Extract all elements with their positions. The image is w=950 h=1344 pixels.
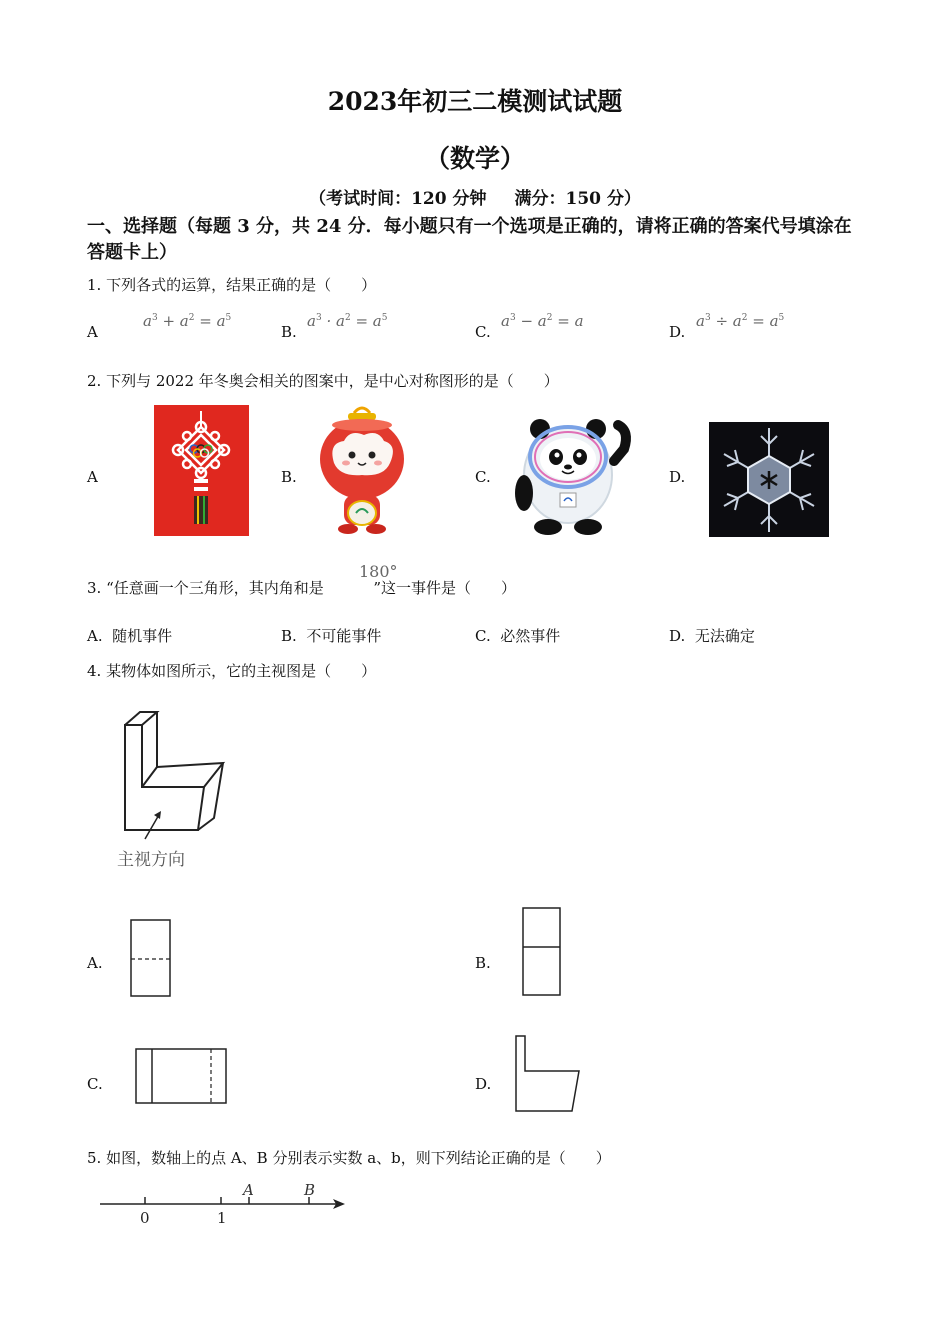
snowflake-image — [709, 422, 829, 537]
number-line-figure — [95, 1175, 355, 1230]
q3-option-b: B. 不可能事件 — [281, 627, 382, 645]
q4-option-a-label: A. — [87, 954, 103, 972]
section-heading: 一、选择题（每题 3 分，共 24 分．每小题只有一个选项是正确的，请将正确的答案代号填涂在答题卡上） — [87, 216, 852, 263]
q1-option-c-expr: $a^3 - a^2 = a$ — [501, 312, 584, 330]
q1-option-b-expr: $a^3 \cdot a^2 = a^5$ — [307, 312, 388, 330]
view-direction-label: 主视方向 — [117, 850, 185, 870]
question-3-stem — [87, 577, 516, 598]
question-5-stem: 5. 如图，数轴上的点 A、B 分别表示实数 a、b，则下列结论正确的是（ ） — [87, 1149, 611, 1167]
exam-info — [0, 184, 950, 209]
q3-option-d: D. 无法确定 — [669, 627, 755, 645]
exam-time: （考试时间：120 分钟 — [309, 189, 487, 209]
subject-title: （数学） — [424, 144, 525, 173]
solid-object-figure — [110, 705, 235, 845]
full-score: 满分：150 分） — [514, 189, 641, 209]
q4-option-d-label: D. — [475, 1075, 492, 1093]
q3-option-a: A. 随机事件 — [87, 627, 173, 645]
q1-option-d-expr: $a^3 \div a^2 = a^5$ — [696, 312, 785, 330]
q1-option-a-label: A — [87, 323, 98, 341]
q2-option-c-label: C. — [475, 468, 491, 486]
tick-label-0: 0 — [140, 1209, 150, 1227]
q3-stem-post: ”这一事件是（ ） — [373, 579, 516, 597]
q2-option-b-label: B. — [281, 468, 297, 486]
question-1-stem: 1. 下列各式的运算，结果正确的是（ ） — [87, 276, 377, 294]
panda-mascot-image — [510, 415, 634, 537]
point-b-label: B — [304, 1181, 316, 1199]
q2-option-d-label: D. — [669, 468, 686, 486]
q3-option-c: C. 必然事件 — [475, 627, 561, 645]
lantern-mascot-image — [318, 403, 406, 535]
exam-title: 2023年初三二模测试试题 — [327, 87, 623, 116]
q4-option-b-figure — [522, 907, 562, 997]
q3-stem-pre: 3. “任意画一个三角形，其内角和是 — [87, 579, 324, 597]
chinese-knot-image — [154, 405, 249, 536]
q4-option-b-label: B. — [475, 954, 491, 972]
tick-label-1: 1 — [217, 1209, 227, 1227]
q2-option-a-label: A — [87, 468, 98, 486]
question-2-stem: 2. 下列与 2022 年冬奥会相关的图案中，是中心对称图形的是（ ） — [87, 372, 559, 390]
question-4-stem: 4. 某物体如图所示，它的主视图是（ ） — [87, 662, 377, 680]
q4-option-d-figure — [514, 1034, 582, 1114]
q4-option-c-figure — [135, 1048, 228, 1106]
q4-option-a-figure — [130, 919, 172, 998]
q1-option-d-label: D. — [669, 323, 686, 341]
point-a-label: A — [243, 1181, 254, 1199]
q1-option-a-expr: $a^3 + a^2 = a^5$ — [143, 312, 232, 330]
q3-angle: 180° — [359, 562, 398, 581]
q1-option-b-label: B. — [281, 323, 297, 341]
q1-option-c-label: C. — [475, 323, 491, 341]
q4-option-c-label: C. — [87, 1075, 103, 1093]
